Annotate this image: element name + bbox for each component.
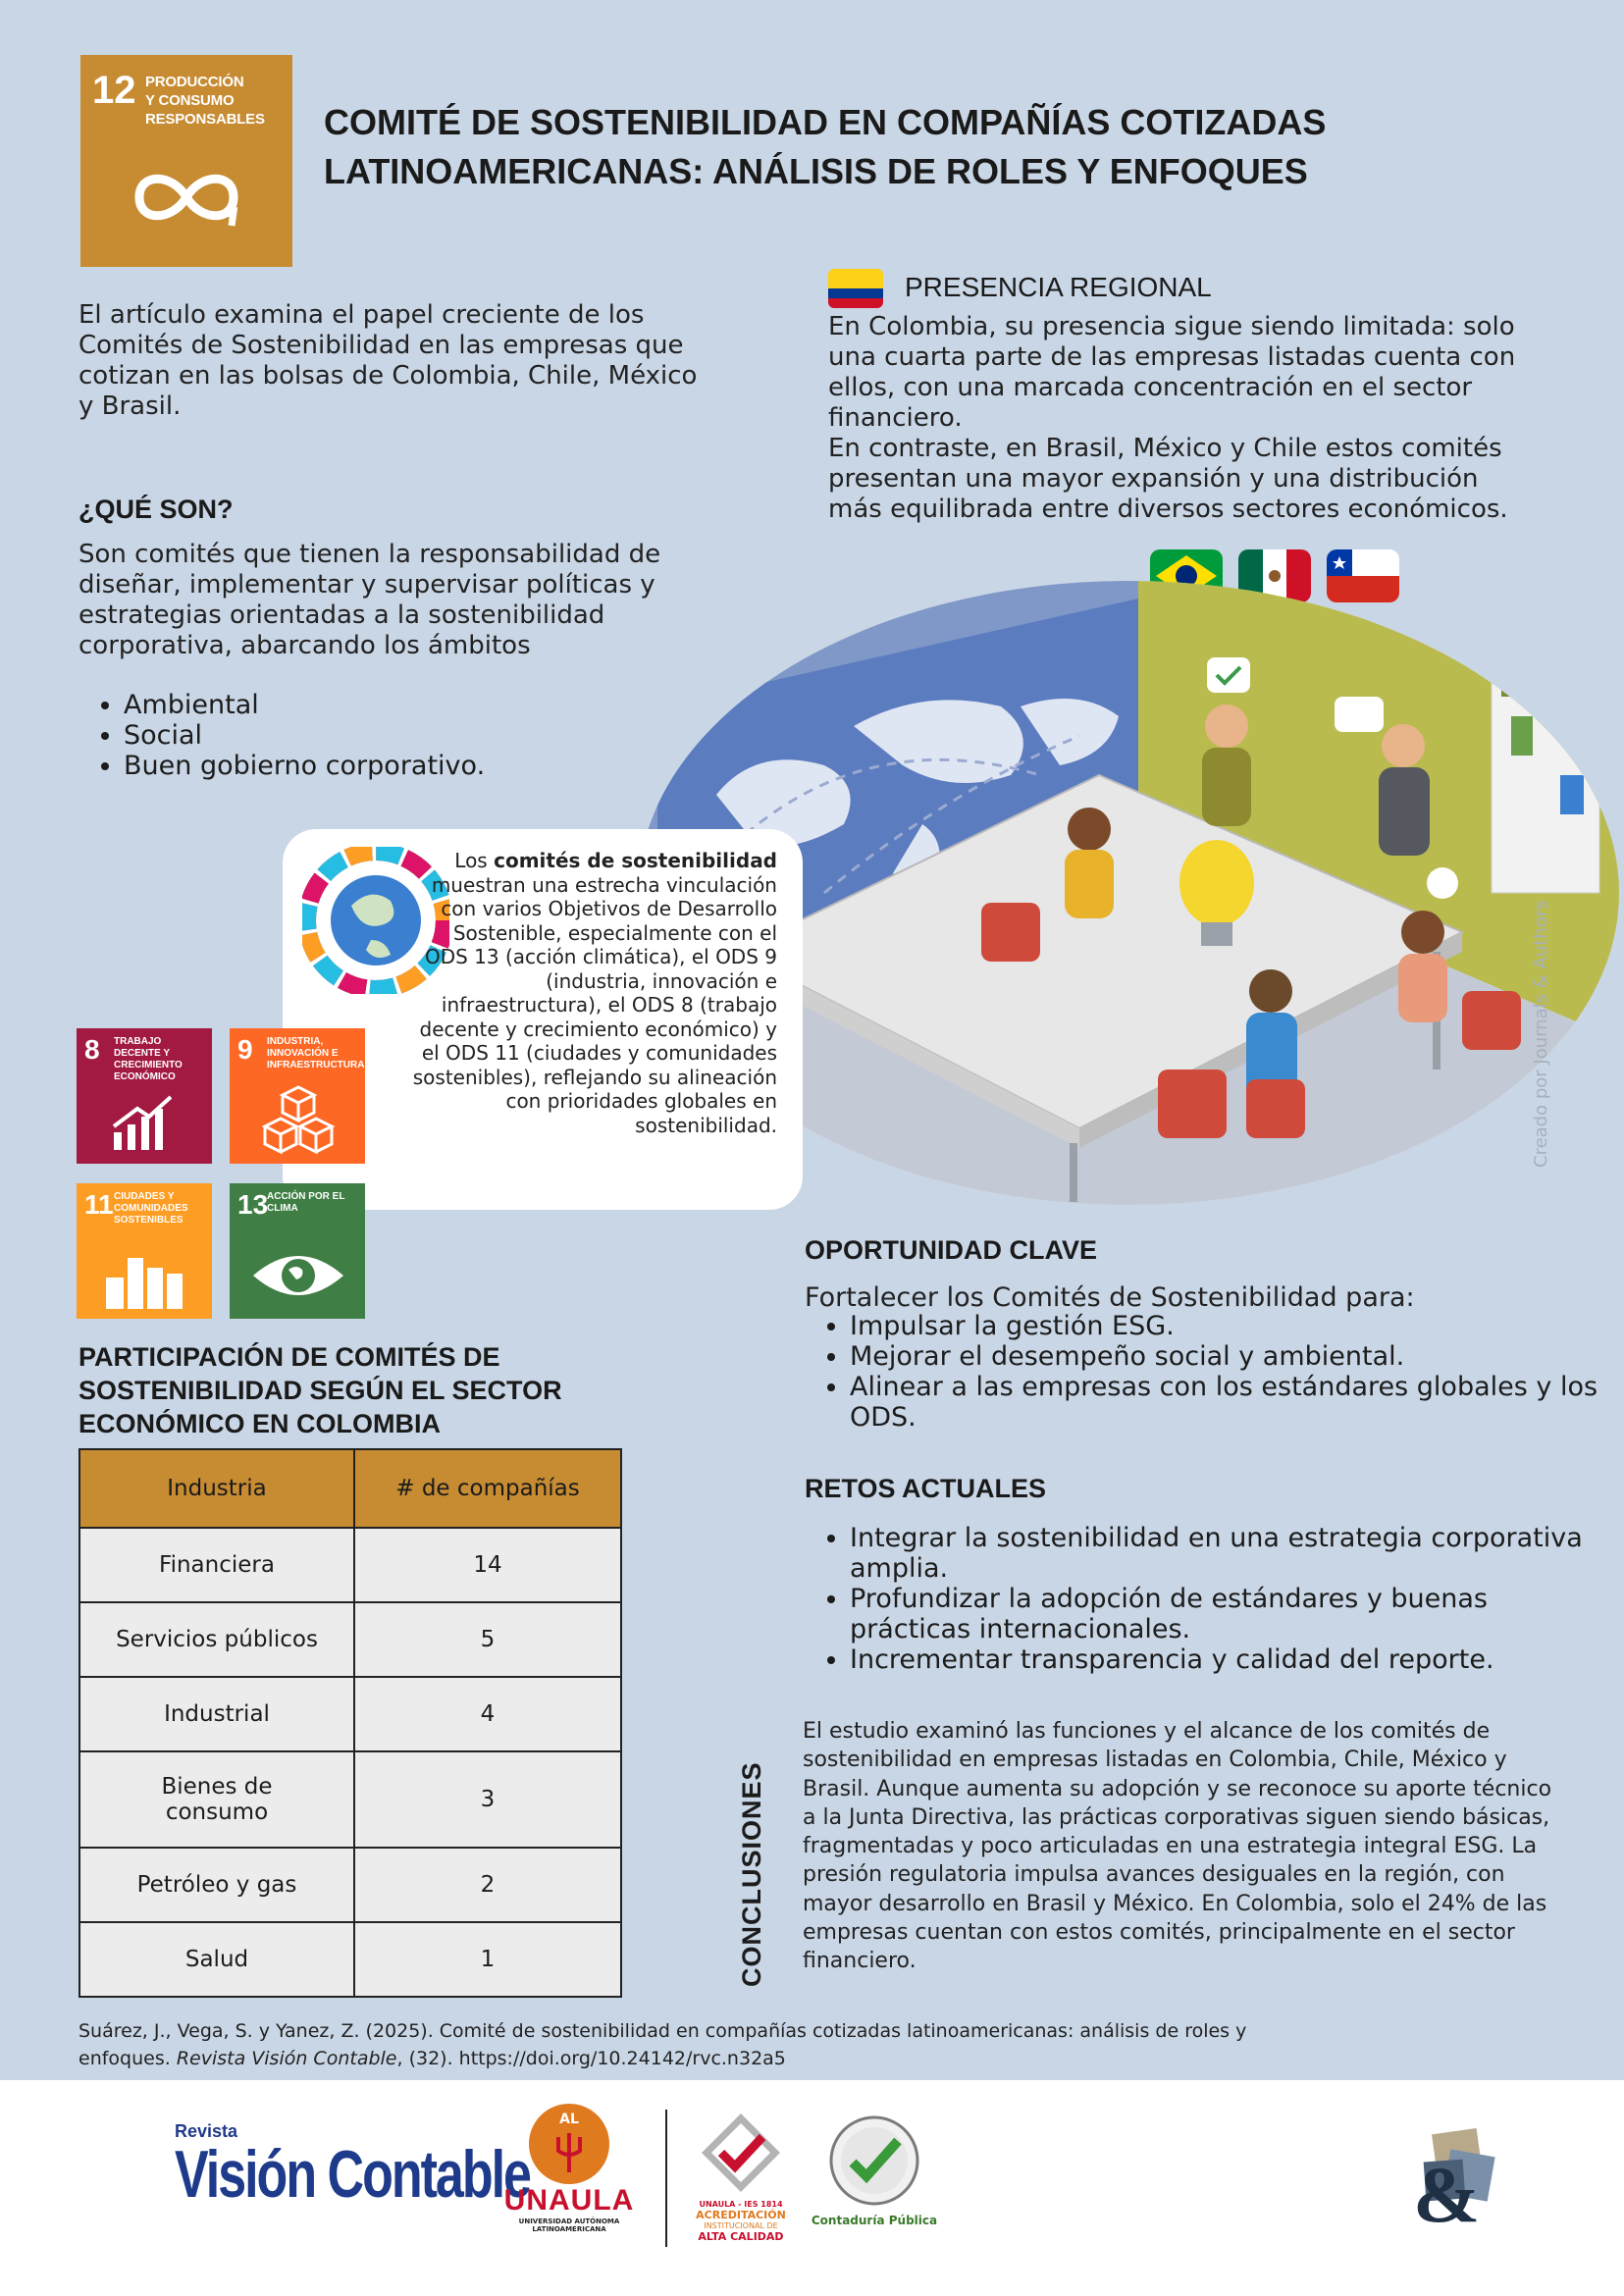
citation bbox=[79, 2017, 1344, 2072]
cell-count: 2 bbox=[354, 1848, 621, 1922]
sdg8-number: 8 bbox=[84, 1034, 100, 1065]
sdg12-number: 12 bbox=[92, 69, 136, 112]
intro-text: El artículo examina el papel creciente de los Comités de Sostenibilidad en las empresas que cotizan en las bolsas de Colombia, Chile, México y Brasil. bbox=[79, 300, 698, 421]
table-row bbox=[79, 1528, 621, 1602]
growth-chart-icon bbox=[110, 1093, 179, 1152]
que-son-list bbox=[79, 690, 485, 781]
sdg11-label: CIUDADES Y COMUNIDADES SOSTENIBLES bbox=[114, 1191, 188, 1226]
sdg13-card bbox=[230, 1183, 365, 1319]
contaduria-check-icon bbox=[825, 2112, 923, 2210]
list-item: • Ambiental bbox=[124, 690, 485, 720]
table-row bbox=[79, 1677, 621, 1751]
sdg11-card bbox=[77, 1183, 212, 1319]
oportunidad-text: Fortalecer los Comités de Sostenibilidad para: bbox=[805, 1282, 1415, 1313]
col-header-industria: Industria bbox=[79, 1449, 354, 1528]
cell-industria: Financiera bbox=[79, 1528, 354, 1602]
sdg9-card bbox=[230, 1028, 365, 1164]
citation-pre: Suárez, J., Vega, S. y Yanez, Z. (2025). Comité de sostenibilidad en compañías cotizadas latinoamericanas: análisis de roles y enfoques. bbox=[79, 2020, 1247, 2069]
contaduria-name: Contaduría Pública bbox=[811, 2214, 938, 2227]
bubble-text-post: muestran una estrecha vinculación con varios Objetivos de Desarrollo Sostenible, especialmente con el ODS 13 (acción climática), el ODS 9 (industria, innovación e infraestructura), el ODS 8 (trabajo decente y crecimiento económico) y el ODS 11 (ciudades y comunidades sostenibles), reflejando su alineación con prioridades globales en sostenibilidad. bbox=[412, 872, 777, 1137]
cell-industria: Servicios públicos bbox=[79, 1602, 354, 1677]
title-line-1: COMITÉ DE SOSTENIBILIDAD EN COMPAÑÍAS COTIZADAS bbox=[324, 102, 1327, 142]
acred-line-3: INSTITUCIONAL DE bbox=[704, 2221, 778, 2230]
sdg12-label bbox=[145, 73, 265, 129]
footer-divider bbox=[665, 2110, 667, 2247]
infinity-icon bbox=[118, 153, 255, 241]
citation-post: , (32). https://doi.org/10.24142/rvc.n32a5 bbox=[396, 2048, 786, 2069]
colombia-flag-icon bbox=[828, 269, 883, 308]
conclusiones-text: El estudio examinó las funciones y el alcance de los comités de sostenibilidad en empresas listadas en Colombia, Chile, México y Brasil. Aunque aumenta su adopción y se reconoce su aporte técnico a la Junta Directiva, las prácticas corporativas siguen siendo básicas, fragmentadas y poco articuladas en una estrategia integral ESG. La presión regulatoria impulsa avances desiguales en la región, con mayor desarrollo en Brasil y México. En Colombia, solo el 24% de las empresas cuentan con estos comités, principalmente en el sector financiero. bbox=[803, 1719, 1552, 1974]
table-row bbox=[79, 1922, 621, 1997]
table-row bbox=[79, 1751, 621, 1848]
journals-authors-logo bbox=[1413, 2131, 1501, 2239]
cell-count: 1 bbox=[354, 1922, 621, 1997]
list-item: • Profundizar la adopción de estándares y buenas prácticas internacionales. bbox=[850, 1584, 1615, 1644]
list-item: • Social bbox=[124, 720, 485, 751]
unaula-al: AL bbox=[559, 2112, 579, 2127]
revista-logo-small: Revista bbox=[175, 2121, 238, 2141]
contaduria-logo bbox=[811, 2112, 938, 2227]
trident-icon bbox=[554, 2129, 584, 2174]
eye-globe-icon bbox=[249, 1246, 347, 1305]
presencia-para-1: En Colombia, su presencia sigue siendo limitada: solo una cuarta parte de las empresas listadas cuenta con ellos, con una marcada concentración en el sector financiero. bbox=[828, 312, 1516, 433]
retos-heading: RETOS ACTUALES bbox=[805, 1474, 1047, 1503]
acreditacion-logo bbox=[687, 2110, 795, 2243]
title-line-2: LATINOAMERICANAS: ANÁLISIS DE ROLES Y ENFOQUES bbox=[324, 151, 1308, 191]
industria-table bbox=[79, 1448, 622, 1998]
illustration-credit: Creado por Journals & Authors bbox=[1531, 900, 1551, 1168]
cell-industria: Petróleo y gas bbox=[79, 1848, 354, 1922]
sdg13-label: ACCIÓN POR EL CLIMA bbox=[267, 1191, 345, 1214]
cell-count: 5 bbox=[354, 1602, 621, 1677]
acred-line-4: ALTA CALIDAD bbox=[698, 2230, 784, 2243]
sdg9-label: INDUSTRIA, INNOVACIÓN E INFRAESTRUCTURA bbox=[267, 1036, 365, 1070]
oportunidad-heading: OPORTUNIDAD CLAVE bbox=[805, 1235, 1098, 1265]
sdg13-number: 13 bbox=[237, 1189, 269, 1220]
sdg12-label-3: RESPONSABLES bbox=[145, 111, 265, 128]
col-header-companias: # de compañías bbox=[354, 1449, 621, 1528]
tabla-heading: PARTICIPACIÓN DE COMITÉS DE SOSTENIBILIDAD SEGÚN EL SECTOR ECONÓMICO EN COLOMBIA bbox=[79, 1342, 562, 1438]
sdg8-label: TRABAJO DECENTE Y CRECIMIENTO ECONÓMICO bbox=[114, 1036, 183, 1082]
oportunidad-list bbox=[805, 1311, 1615, 1433]
citation-journal: Revista Visión Contable bbox=[176, 2048, 397, 2069]
page-title bbox=[324, 98, 1403, 196]
acred-line-2: ACREDITACIÓN bbox=[696, 2209, 786, 2221]
cell-industria: Salud bbox=[79, 1922, 354, 1997]
unaula-name: UNAULA bbox=[503, 2184, 635, 2217]
cell-industria: Industrial bbox=[79, 1677, 354, 1751]
revista-logo-big: Visión Contable bbox=[175, 2138, 530, 2213]
bubble-text bbox=[404, 849, 777, 1137]
sdg12-tile bbox=[80, 55, 292, 267]
cubes-icon bbox=[259, 1083, 338, 1156]
sdg9-number: 9 bbox=[237, 1034, 253, 1065]
sdg11-number: 11 bbox=[84, 1189, 114, 1220]
sdg12-label-1: PRODUCCIÓN bbox=[145, 74, 244, 90]
footer bbox=[0, 2080, 1624, 2296]
que-son-text: Son comités que tienen la responsabilidad de diseñar, implementar y supervisar políticas y estrategias orientadas a la sostenibilidad corporativa, abarcando los ámbitos bbox=[79, 540, 661, 660]
table-row bbox=[79, 1602, 621, 1677]
acred-line-1: UNAULA - IES 1814 bbox=[699, 2200, 783, 2209]
sdg12-label-2: Y CONSUMO bbox=[145, 92, 235, 109]
retos-list bbox=[805, 1523, 1615, 1675]
acreditacion-check-icon bbox=[698, 2110, 784, 2196]
presencia-heading: PRESENCIA REGIONAL bbox=[905, 272, 1212, 302]
table-row bbox=[79, 1848, 621, 1922]
list-item: • Mejorar el desempeño social y ambiental. bbox=[850, 1341, 1615, 1372]
que-son-heading: ¿QUÉ SON? bbox=[79, 495, 234, 524]
unaula-sub: UNIVERSIDAD AUTÓNOMA LATINOAMERICANA bbox=[518, 2218, 620, 2233]
list-item: • Alinear a las empresas con los estándares globales y los ODS. bbox=[850, 1372, 1615, 1433]
bubble-text-pre: Los bbox=[454, 849, 495, 872]
revista-logo bbox=[175, 2121, 530, 2213]
unaula-logo bbox=[491, 2104, 648, 2233]
list-item: • Buen gobierno corporativo. bbox=[124, 751, 485, 781]
list-item: • Impulsar la gestión ESG. bbox=[850, 1311, 1615, 1341]
city-icon bbox=[102, 1248, 186, 1311]
cell-industria: Bienes de consumo bbox=[79, 1751, 354, 1848]
sdg8-card bbox=[77, 1028, 212, 1164]
presencia-text bbox=[828, 312, 1535, 525]
bubble-text-bold: comités de sostenibilidad bbox=[494, 849, 777, 872]
conclusiones-label: CONCLUSIONES bbox=[737, 1761, 766, 1987]
cell-count: 14 bbox=[354, 1528, 621, 1602]
ampersand-mark: & bbox=[1413, 2150, 1481, 2239]
list-item: • Integrar la sostenibilidad en una estrategia corporativa amplia. bbox=[850, 1523, 1615, 1584]
presencia-para-2: En contraste, en Brasil, México y Chile estos comités presentan una mayor expansión y una distribución más equilibrada entre diversos sectores económicos. bbox=[828, 434, 1508, 524]
cell-count: 4 bbox=[354, 1677, 621, 1751]
cell-count: 3 bbox=[354, 1751, 621, 1848]
list-item: • Incrementar transparencia y calidad del reporte. bbox=[850, 1644, 1615, 1675]
